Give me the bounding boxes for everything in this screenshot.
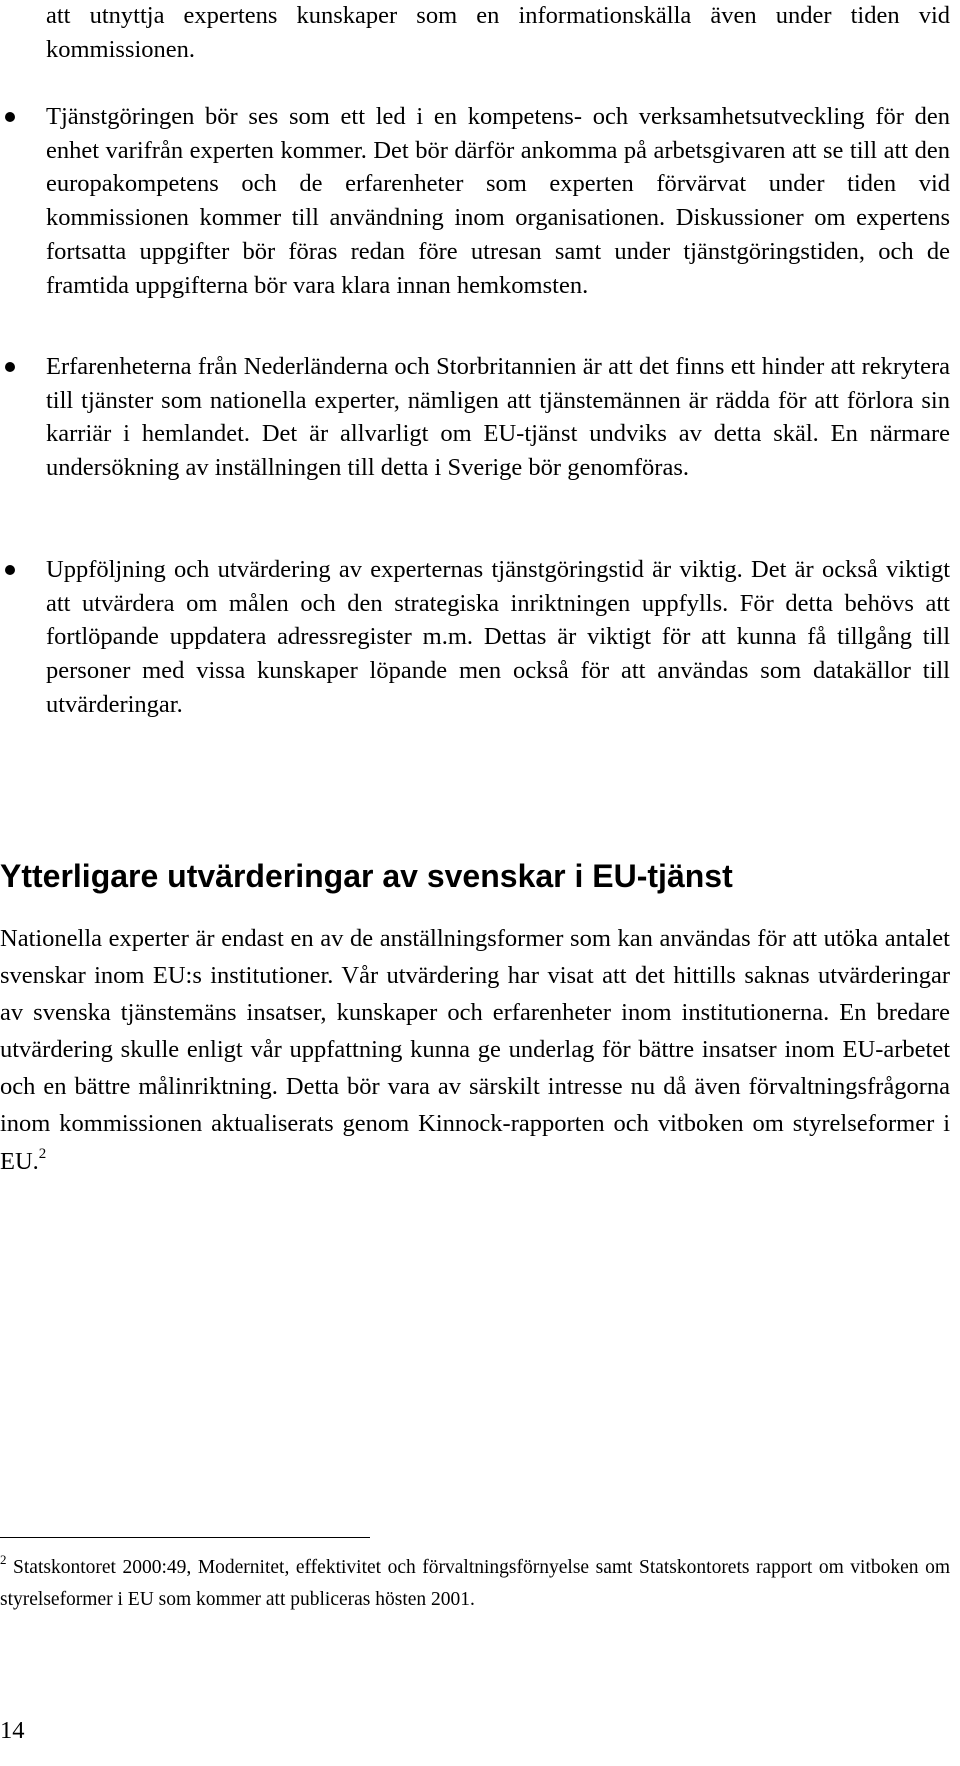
bullet-icon bbox=[5, 112, 15, 122]
footnote-separator bbox=[0, 1537, 370, 1538]
footnote-text: Statskontoret 2000:49, Modernitet, effektivitet och förvaltningsförnyelse samt Statskontorets rapport om vitboken om styrelseformer i EU som kommer att publiceras hösten 2001. bbox=[0, 1557, 950, 1610]
bullet-icon bbox=[5, 565, 15, 575]
intro-text: att utnyttja expertens kunskaper som en informationskälla även under tiden vid kommissionen. bbox=[46, 2, 950, 63]
bullet-text: Uppföljning och utvärdering av experternas tjänstgöringstid är viktig. Det är också viktigt att utvärdera om målen och den strategiska inriktningen uppfylls. För detta behövs att fortlöpande uppdatera adressregister m.m. Dettas är viktigt för att kunna få tillgång till personer med vissa kunskaper löpande men också för att användas som datakällor till utvärderingar. bbox=[46, 556, 950, 718]
page-number: 14 bbox=[0, 1717, 25, 1744]
bullet-text: Tjänstgöringen bör ses som ett led i en kompetens- och verksamhetsutveckling för den enhet varifrån experten kommer. Det bör därför ankomma på arbetsgivaren att se till att den europakompetens och de erfarenheter som experten förvärvat under tiden vid kommissionen kommer till användning inom organisationen. Diskussioner om expertens fortsatta uppgifter bör föras redan före utresan samt under tjänstgöringstiden, och de framtida uppgifterna bör vara klara innan hemkomsten. bbox=[46, 103, 950, 299]
bullet-text: Erfarenheterna från Nederländerna och Storbritannien är att det finns ett hinder att rekrytera till tjänster som nationella experter, nämligen att tjänstemännen är rädda för att förlora sin karriär i hemlandet. Det är allvarligt om EU-tjänst undviks av detta skäl. En närmare undersökning av inställningen till detta i Sverige bör genomföras. bbox=[46, 353, 950, 482]
footnote-reference: 2 bbox=[38, 1145, 47, 1162]
paragraph-text: Nationella experter är endast en av de anställningsformer som kan användas för att utöka antalet svenskar inom EU:s institutioner. Vår utvärdering har visat att det hittills saknas utvärderingar av svenska tjänstemäns insatser, kunskaper och erfarenheter inom institutionerna. En bredare utvärdering skulle enligt vår uppfattning kunna ge underlag för bättre insatser inom EU-arbetet och en bättre målinriktning. Detta bör vara av särskilt intresse nu då även förvaltningsfrågorna inom kommissionen aktualiserats genom Kinnock-rapporten och vitboken om styrelseformer i EU. bbox=[0, 925, 950, 1175]
footnote-marker: 2 bbox=[0, 1552, 7, 1567]
section-heading: Ytterligare utvärderingar av svenskar i EU-tjänst bbox=[0, 858, 733, 894]
bullet-icon bbox=[5, 362, 15, 372]
footnote bbox=[0, 1552, 950, 1616]
body-paragraph bbox=[0, 920, 950, 1180]
